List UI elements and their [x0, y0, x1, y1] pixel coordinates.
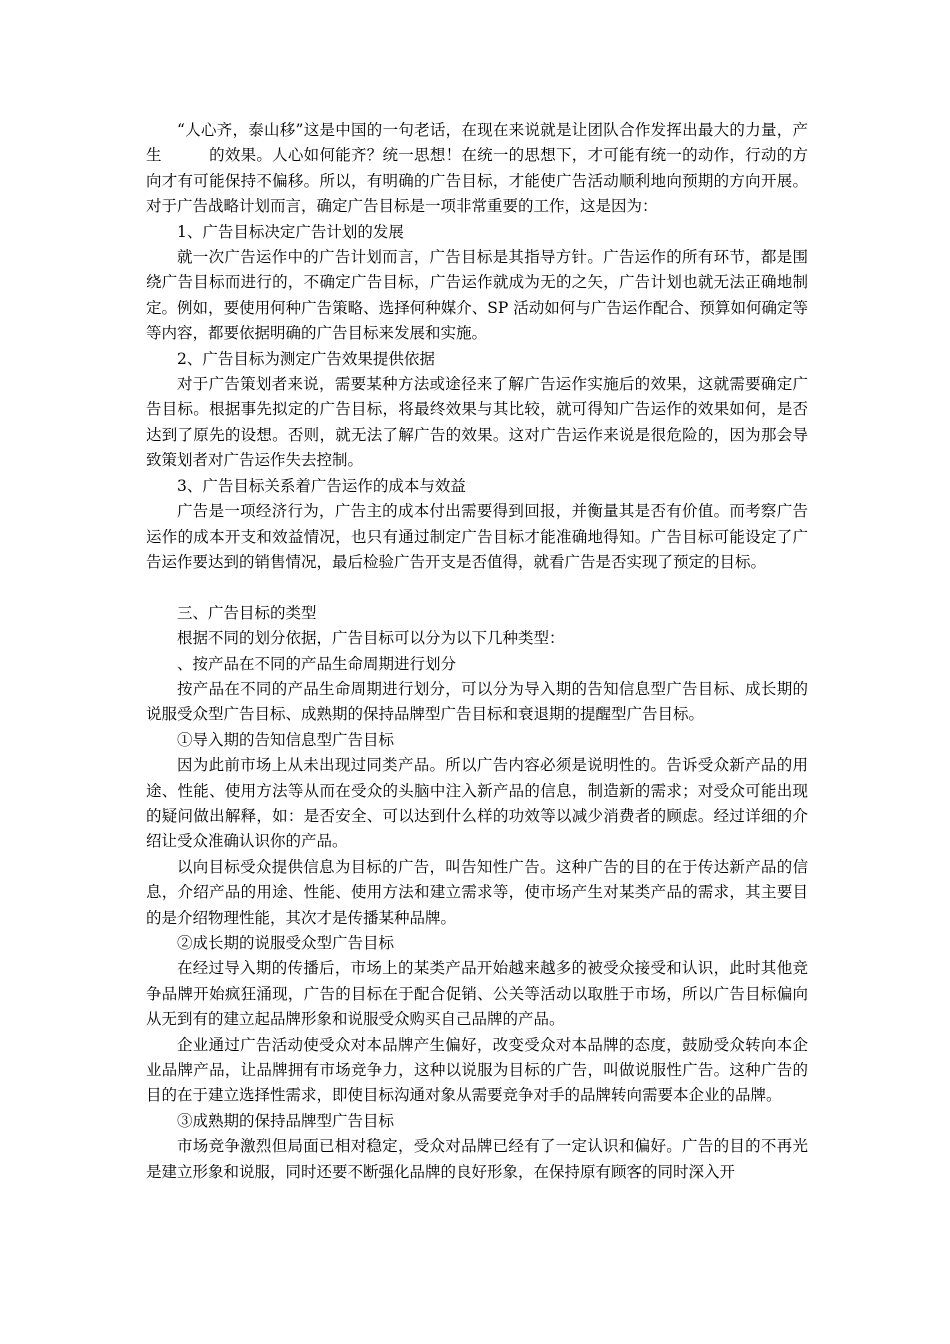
- body-paragraph: 市场竞争激烈但局面已相对稳定，受众对品牌已经有了一定认识和偏好。广告的目的不再光是建立形象和说服，同时还要不断强化品牌的良好形象，在保持原有顾客的同时深入开: [146, 1137, 808, 1181]
- subsection-heading: 、按产品在不同的产品生命周期进行划分: [177, 654, 457, 673]
- body-paragraph: 广告是一项经济行为，广告主的成本付出需要得到回报，并衡量其是否有价值。而考察广告运作的成本开支和效益情况，也只有通过制定广告目标才能准确地得知。广告目标可能设定了广告运作要达到的销售情况，最后检验广告开支是否值得，就看广告是否实现了预定的目标。: [146, 502, 808, 571]
- body-paragraph: 以向目标受众提供信息为目标的广告，叫告知性广告。这种广告的目的在于传达新产品的信息，介绍产品的用途、性能、使用方法和建立需求等，使市场产生对某类产品的需求，其主要目的是介绍物理性能，其次才是传播某种品牌。: [146, 857, 808, 927]
- blank-line: [146, 575, 808, 600]
- chapter-heading: 三、广告目标的类型: [177, 603, 317, 622]
- section-heading-2: 2、广告目标为测定广告效果提供依据: [177, 349, 435, 368]
- item-heading-1: ①导入期的告知信息型广告目标: [177, 730, 395, 749]
- item-heading-2: ②成长期的说服受众型广告目标: [177, 933, 395, 952]
- body-paragraph: 就一次广告运作中的广告计划而言，广告目标是其指导方针。广告运作的所有环节，都是围绕广告目标而进行的，不确定广告目标，广告运作就成为无的之矢，广告计划也就无法正确地制定。例如，要使用何种广告策略、选择何种媒介、SP 活动如何与广告运作配合、预算如何确定等等内容，都要依据明确的广告目标来发展和实施。: [146, 248, 808, 343]
- section-heading-3: 3、广告目标关系着广告运作的成本与效益: [177, 476, 466, 495]
- body-paragraph: 根据不同的划分依据，广告目标可以分为以下几种类型：: [177, 629, 565, 648]
- body-paragraph: 因为此前市场上从未出现过同类产品。所以广告内容必须是说明性的。告诉受众新产品的用途、性能、使用方法等从而在受众的头脑中注入新产品的信息，制造新的需求；对受众可能出现的疑问做出解释，如：是否安全、可以达到什么样的功效等以减少消费者的顾虑。经过详细的介绍让受众准确认识你的产品。: [146, 756, 808, 851]
- document-body: [146, 118, 808, 1185]
- item-heading-3: ③成熟期的保持品牌型广告目标: [177, 1111, 395, 1130]
- section-heading-1: 1、广告目标决定广告计划的发展: [177, 222, 404, 241]
- body-paragraph: 按产品在不同的产品生命周期进行划分，可以分为导入期的告知信息型广告目标、成长期的说服受众型广告目标、成熟期的保持品牌型广告目标和衰退期的提醒型广告目标。: [146, 679, 808, 724]
- body-paragraph: 对于广告策划者来说，需要某种方法或途径来了解广告运作实施后的效果，这就需要确定广告目标。根据事先拟定的广告目标，将最终效果与其比较，就可得知广告运作的效果如何，是否达到了原先的设想。否则，就无法了解广告的效果。这对广告运作来说是很危险的，因为那会导致策划者对广告运作失去控制。: [146, 375, 808, 470]
- body-paragraph: 在经过导入期的传播后，市场上的某类产品开始越来越多的被受众接受和认识，此时其他竞争品牌开始疯狂涌现，广告的目标在于配合促销、公关等活动以取胜于市场，所以广告目标偏向从无到有的建立起品牌形象和说服受众购买自己品牌的产品。: [146, 959, 808, 1029]
- intro-paragraph: “人心齐，泰山移”这是中国的一句老话，在现在来说就是让团队合作发挥出最大的力量，产生 的效果。人心如何能齐？统一思想！在统一的思想下，才可能有统一的动作，行动的方向才有可能保持不偏移。所以，有明确的广告目标，才能使广告活动顺利地向预期的方向开展。对于广告战略计划而言，确定广告目标是一项非常重要的工作，这是因为：: [146, 121, 808, 216]
- body-paragraph: 企业通过广告活动使受众对本品牌产生偏好，改变受众对本品牌的态度，鼓励受众转向本企业品牌产品，让品牌拥有市场竞争力，这种以说服为目标的广告，叫做说服性广告。这种广告的目的在于建立选择性需求，即使目标沟通对象从需要竞争对手的品牌转向需要本企业的品牌。: [146, 1035, 808, 1105]
